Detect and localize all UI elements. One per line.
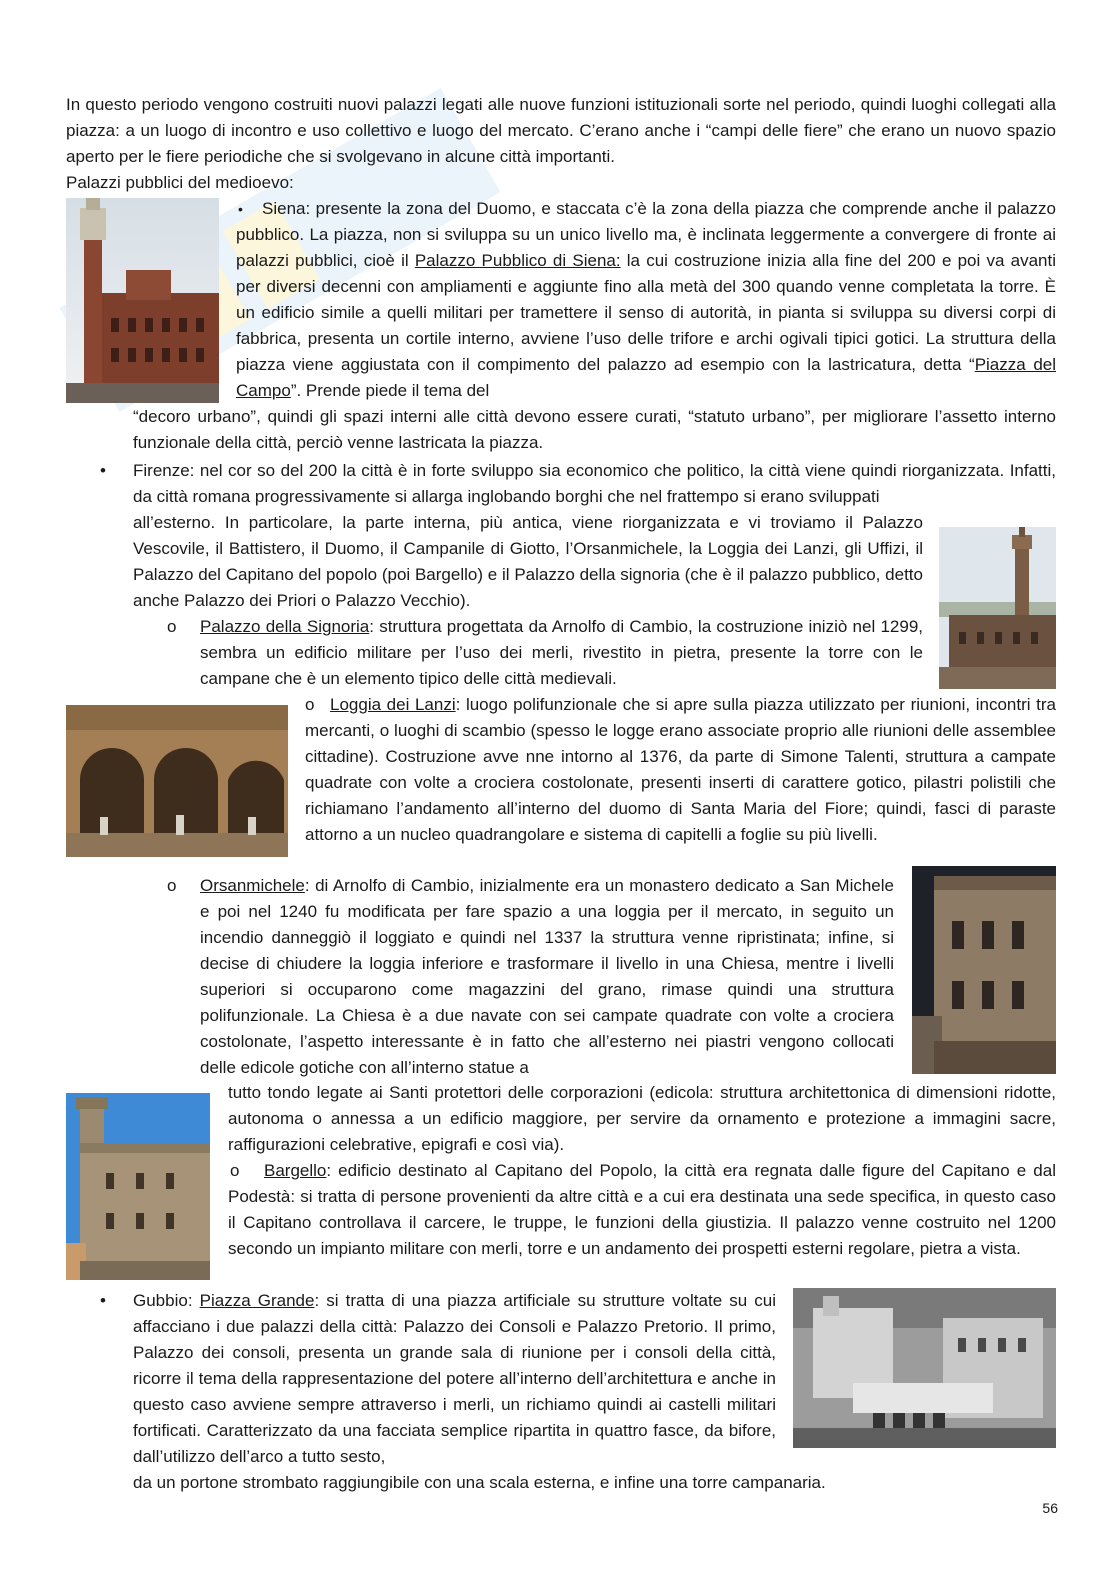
bargello-text: : edificio destinato al Capitano del Popolo, la città era regnata dalle figure del Capitano e dal Podestà: si tratta di persone provenienti da altre città e a cui era destinata una sede specifica, in questo caso il Capitano controllava il carcere, le truppe, le funzioni della giustizia. Il palazzo venne costruito nel 1200 secondo un impianto militare con merli, torre e un andamento dei prospetti esterni regolare, pietra a vista.: [228, 1161, 1056, 1258]
loggia-dei-lanzi-photo: [66, 705, 288, 857]
siena-mid: la cui costruzione inizia alla fine del 200 e poi va avanti per diversi decenni con ampliamenti e aggiunte fino alla metà del 300 quando venne completata la torre. È un edificio simile a quelli militari per tramettere il senso di autorità, in pianta si sviluppa su diversi corpi di fabbrica, presenta un cortile interno, avviene l’uso delle trifore e archi ogivali tipici gotici. La struttura della piazza viene aggiustata con il compimento del palazzo ad esempio con la lastricatura, detta “: [236, 251, 1057, 374]
bullet-bargello: o: [230, 1161, 240, 1180]
intro-paragraph: In questo periodo vengono costruiti nuovi palazzi legati alle nuove funzioni istituzionali sorte nel periodo, quindi luoghi collegati alla piazza: a un luogo di incontro e uso collettivo e luogo del mercato. C’erano anche i “campi delle fiere” che erano un nuovo spazio aperto per le fiere periodiche che si svolgevano in alcune città importanti.: [66, 95, 1056, 166]
gubbio-title: Piazza Grande: [199, 1291, 315, 1310]
bullet-signoria: o: [167, 617, 177, 636]
siena-end: ”. Prende piede il tema del: [290, 381, 490, 400]
firenze-paragraph-2: all’esterno. In particolare, la parte interna, più antica, viene riorganizzata e vi troviamo il Palazzo Vescovile, il Battistero, il Duomo, il Campanile di Giotto, l’Orsanmichele, la Loggia dei Lanzi, gli Uffizi, il Palazzo del Capitano del popolo (poi Bargello) e il Palazzo della signoria (che è il palazzo pubblico, detto anche Palazzo dei Priori o Palazzo Vecchio).: [133, 513, 923, 610]
orsanmichele-text: : di Arnolfo di Cambio, inizialmente era un monastero dedicato a San Michele e poi nel 1240 fu modificata per fare spazio a una loggia per il mercato, in seguito un incendio danneggiò il loggiato e quindi nel 1337 la struttura venne ripristinata; infine, si decise di chiudere la loggia inferiore e trasformare il livello in una Chiesa, mentre i livelli superiori si occuparono come magazzini del grano, rimase quindi una struttura polifunzionale. La Chiesa è a due navate con sei campate quadrate con volte a crociera costolonate, l’aspetto interessante è in fatto che all’esterno nei piastri vengono collocati delle edicole gotiche con all’interno statue a: [200, 876, 894, 1077]
siena-piazza-del-campo-link: Piazza del Campo: [236, 355, 1057, 400]
bullet-orsanmichele: o: [167, 876, 177, 895]
bullet-loggia: o: [305, 695, 315, 714]
orsanmichele-photo: [912, 866, 1056, 1074]
orsanmichele-title: Orsanmichele: [200, 876, 305, 895]
bullet-siena: •: [238, 201, 243, 217]
gubbio-continuation: da un portone strombato raggiungibile con una scala esterna, e infine una torre campanaria.: [133, 1473, 826, 1492]
signoria-paragraph: [200, 614, 923, 692]
loggia-title: Loggia dei Lanzi: [330, 695, 456, 714]
siena-paragraph: [236, 196, 1056, 404]
gubbio-piazza-grande-photo: [793, 1288, 1056, 1448]
siena-palazzo-pubblico-link: Palazzo Pubblico di Siena:: [414, 251, 621, 270]
orsanmichele-continuation: tutto tondo legate ai Santi protettori delle corporazioni (edicola: struttura architettonica di dimensioni ridotte, autonoma o annessa a un edificio maggiore, per servire da ornamento e protezione a immagini sacre, raffigurazioni celebrative, epigrafi e così via).: [228, 1083, 1056, 1154]
palazzo-vecchio-photo: [939, 527, 1056, 689]
bullet-gubbio: •: [100, 1291, 106, 1310]
bargello-title: Bargello: [264, 1161, 327, 1180]
gubbio-lead: Gubbio:: [133, 1291, 200, 1310]
gubbio-paragraph: [133, 1288, 776, 1470]
signoria-title: Palazzo della Signoria: [200, 617, 370, 636]
page-number: 56: [1042, 1500, 1058, 1516]
siena-continuation: “decoro urbano”, quindi gli spazi interni alle città devono essere curati, “statuto urbano”, per migliorare l’assetto interno funzionale della città, perciò venne lastricata la piazza.: [133, 407, 1056, 452]
bullet-firenze: •: [100, 461, 106, 480]
bargello-paragraph: [228, 1158, 1056, 1262]
loggia-text: : luogo polifunzionale che si apre sulla piazza utilizzato per riunioni, incontri tra mercanti, o luoghi di scambio (spesso le logge erano associate proprio alle riunioni delle assemblee cittadine). Costruzione avve nne intorno al 1376, da parte di Simone Talenti, struttura a campate quadrate con volte a crociera costolonate, presenti inserti di carattere gotico, pilastri polistili che richiamano l’andamento all’interno del duomo di Santa Maria del Fiore; quindi, fasci di paraste attorno a un nucleo quadrangolare e sistema di capitelli a foglie su più livelli.: [305, 695, 1056, 844]
section-heading: Palazzi pubblici del medioevo:: [66, 173, 294, 192]
gubbio-text: : si tratta di una piazza artificiale su strutture voltate su cui affacciano i due palazzi della città: Palazzo dei Consoli e Palazzo Pretorio. Il primo, Palazzo dei consoli, presenta un grande sala di riunione per i consoli della città, ricorre il tema della rappresentazione del potere all’interno dell’architettura e anche in questo caso avviene sempre attraverso i merli, un richiamo quindi ai castelli militari fortificati. Caratterizzato da una facciata semplice ripartita in quattro fasce, da bifore, dall’utilizzo dell’arco a tutto sesto,: [133, 1291, 777, 1466]
firenze-paragraph-1: Firenze: nel cor so del 200 la città è in forte sviluppo sia economico che politico, la città viene quindi riorganizzata. Infatti, da città romana progressivamente si allarga inglobando borghi che nel frattempo si erano sviluppati: [133, 461, 1056, 506]
bargello-photo: [66, 1093, 210, 1280]
siena-lead: Siena: presente la zona del Duomo, e staccata c’è la zona della piazza che comprende anche il palazzo pubblico. La piazza, non si sviluppa su un unico livello ma, è inclinata leggermente a convergere di fronte ai palazzi pubblici, cioè il: [236, 199, 1056, 270]
loggia-paragraph: [305, 692, 1056, 848]
orsanmichele-paragraph: [200, 873, 894, 1081]
signoria-text: : struttura progettata da Arnolfo di Cambio, la costruzione iniziò nel 1299, sembra un edificio militare per l’uso dei merli, rivestito in pietra, presente la torre con le campane che è un elemento tipico delle città medievali.: [200, 617, 924, 688]
siena-palazzo-photo: [66, 198, 219, 403]
